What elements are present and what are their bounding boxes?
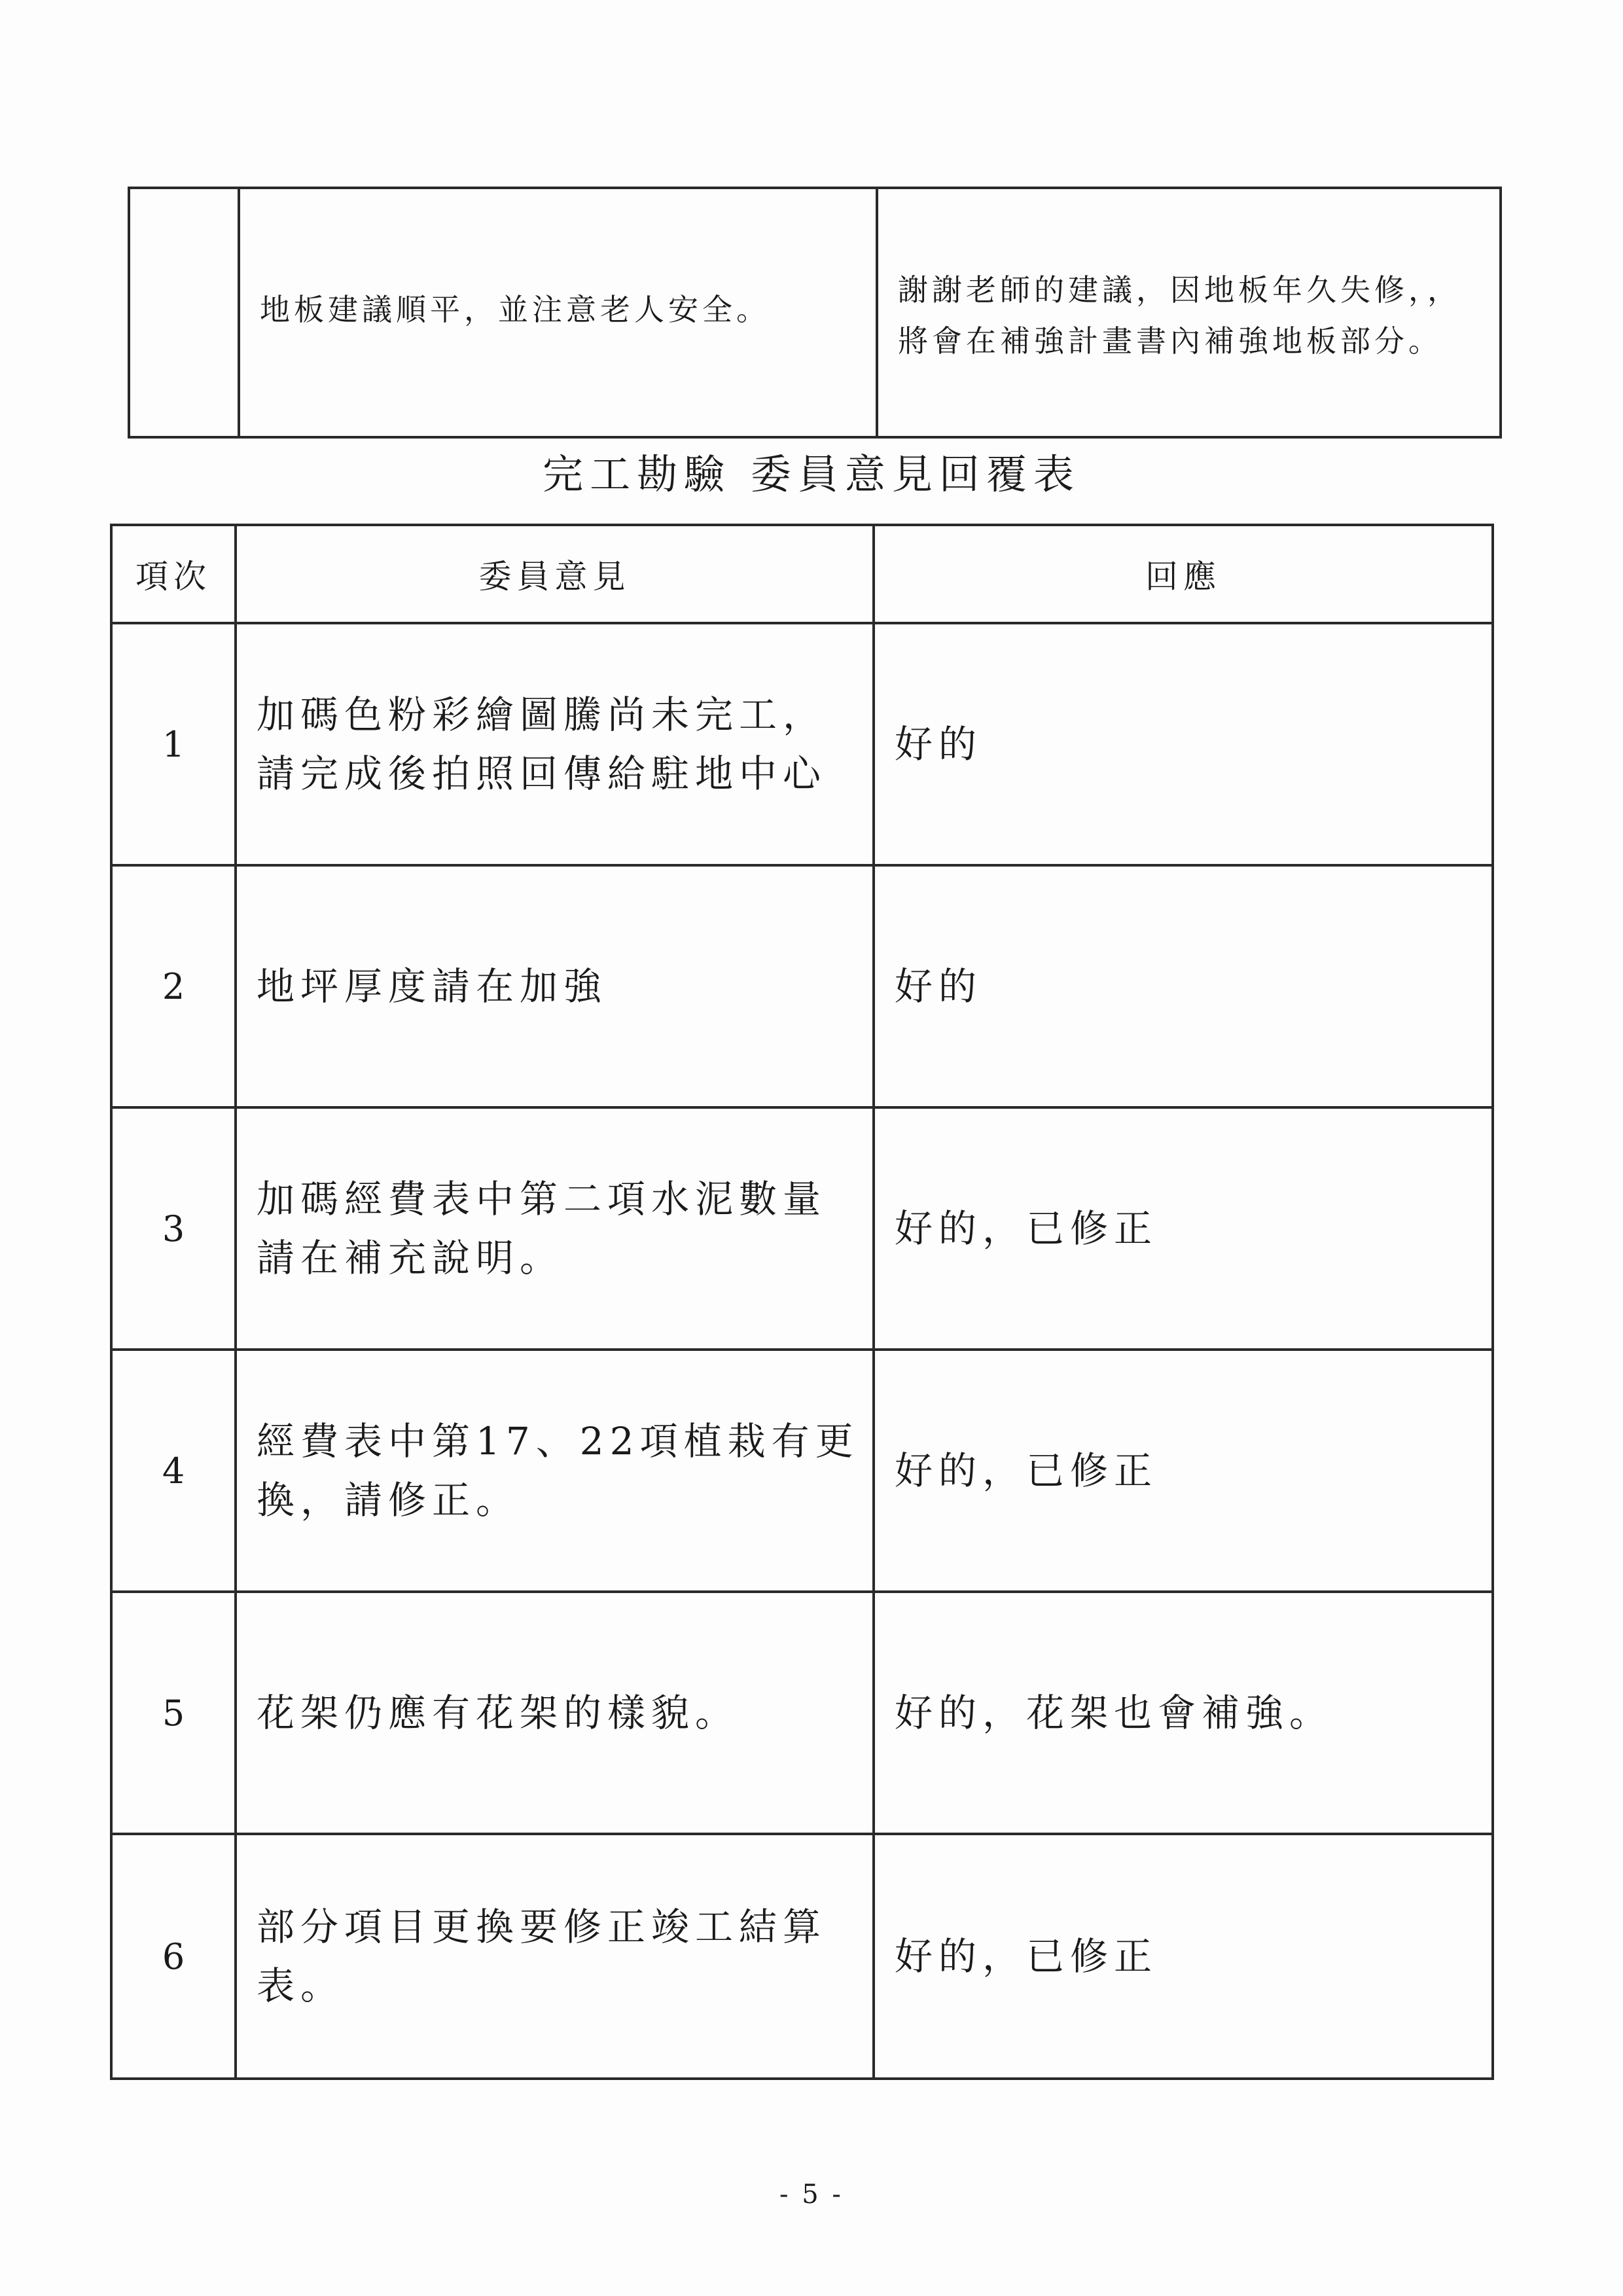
header-reply: 回應 bbox=[1145, 558, 1221, 596]
continued-table bbox=[128, 187, 1502, 439]
row-reply: 好的，已修正 bbox=[895, 1934, 1158, 1979]
row-comment: 加碼經費表中第二項水泥數量請在補充說明。 bbox=[237, 1109, 875, 1348]
table-header-row bbox=[113, 526, 1491, 624]
row-number: 6 bbox=[113, 1835, 237, 2077]
table-row bbox=[113, 1593, 1491, 1835]
row-reply: 好的 bbox=[895, 722, 983, 766]
table-row bbox=[113, 1351, 1491, 1593]
continued-row-comment: 地板建議順平，並注意老人安全。 bbox=[240, 189, 878, 436]
row-comment: 加碼色粉彩繪圖騰尚未完工，請完成後拍照回傳給駐地中心 bbox=[237, 624, 875, 864]
row-number: 5 bbox=[113, 1593, 237, 1833]
row-reply: 好的，已修正 bbox=[895, 1206, 1158, 1251]
header-number: 項次 bbox=[113, 526, 237, 622]
table-row bbox=[113, 624, 1491, 867]
table-row bbox=[113, 867, 1491, 1109]
table-row bbox=[113, 1835, 1491, 2077]
row-number: 2 bbox=[113, 867, 237, 1106]
continued-row-number bbox=[130, 189, 240, 436]
row-reply: 好的，花架也會補強。 bbox=[895, 1691, 1334, 1735]
row-comment: 經費表中第17、22項植栽有更換，請修正。 bbox=[237, 1351, 875, 1590]
row-reply: 好的 bbox=[895, 964, 983, 1009]
row-number: 1 bbox=[113, 624, 237, 864]
row-comment: 花架仍應有花架的樣貌。 bbox=[237, 1593, 875, 1833]
document-title: 完工勘驗 委員意見回覆表 bbox=[543, 450, 1080, 498]
table-row bbox=[113, 1109, 1491, 1351]
page-number: - 5 - bbox=[779, 2179, 844, 2210]
committee-response-table bbox=[110, 524, 1494, 2080]
header-comment: 委員意見 bbox=[237, 526, 875, 622]
row-reply: 好的，已修正 bbox=[895, 1448, 1158, 1493]
continued-row-reply: 謝謝老師的建議，因地板年久失修，，將會在補強計畫書內補強地板部分。 bbox=[898, 272, 1461, 359]
row-number: 4 bbox=[113, 1351, 237, 1590]
row-comment: 部分項目更換要修正竣工結算表。 bbox=[237, 1835, 875, 2077]
row-comment: 地坪厚度請在加強 bbox=[237, 867, 875, 1106]
row-number: 3 bbox=[113, 1109, 237, 1348]
